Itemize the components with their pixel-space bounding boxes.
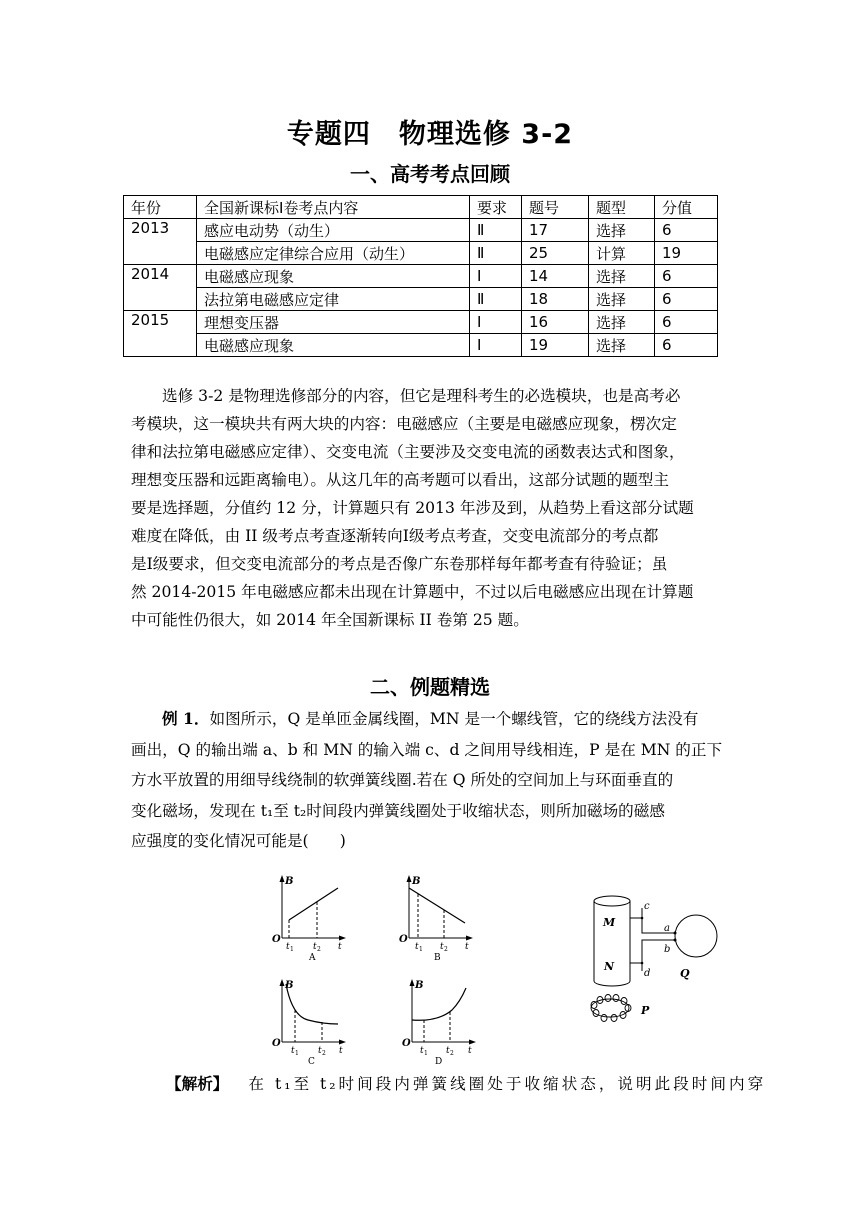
- svg-text:2: 2: [322, 1050, 326, 1057]
- svg-text:t: t: [291, 1046, 295, 1056]
- svg-text:d: d: [644, 968, 651, 979]
- svg-text:t: t: [339, 1046, 343, 1056]
- svg-text:2: 2: [450, 1050, 454, 1057]
- cell-score: 6: [655, 334, 718, 357]
- svg-text:1: 1: [295, 1050, 299, 1057]
- cell-content: 电磁感应现象: [197, 334, 470, 357]
- cell-number: 19: [522, 334, 589, 357]
- page-title: 专题四 物理选修 3-2: [286, 119, 574, 150]
- intro-line: 难度在降低，由 II 级考点考查逐渐转向Ⅰ级考点考查，交变电流部分的考点都: [131, 527, 659, 545]
- cell-number: 14: [522, 265, 589, 288]
- cell-content: 电磁感应定律综合应用（动生）: [197, 242, 470, 265]
- example-line: 变化磁场，发现在 t₁至 t₂时间段内弹簧线圈处于收缩状态，则所加磁场的磁感: [131, 801, 665, 820]
- cell-type: 选择: [589, 219, 655, 242]
- cell-number: 17: [522, 219, 589, 242]
- cell-score: 6: [655, 265, 718, 288]
- svg-text:b: b: [664, 944, 671, 955]
- svg-text:P: P: [641, 1004, 650, 1017]
- cell-type: 选择: [589, 288, 655, 311]
- cell-type: 选择: [589, 311, 655, 334]
- cell-level: Ⅰ: [470, 311, 522, 334]
- cell-content: 理想变压器: [197, 311, 470, 334]
- cell-content: 电磁感应现象: [197, 265, 470, 288]
- col-score: 分值: [655, 196, 718, 219]
- cell-year: 2015: [124, 311, 197, 357]
- table-row: [124, 311, 718, 334]
- svg-text:B: B: [285, 980, 294, 991]
- intro-line: 选修 3-2 是物理选修部分的内容，但它是理科考生的必选模块，也是高考必: [162, 387, 681, 405]
- cell-content: 法拉第电磁感应定律: [197, 288, 470, 311]
- svg-text:1: 1: [424, 1050, 428, 1057]
- cell-number: 18: [522, 288, 589, 311]
- svg-text:D: D: [435, 1057, 443, 1066]
- cell-score: 6: [655, 288, 718, 311]
- solution-tag: 【解析】: [166, 1075, 229, 1093]
- svg-text:O: O: [272, 934, 281, 945]
- cell-content: 感应电动势（动生）: [197, 219, 470, 242]
- intro-line: 然 2014-2015 年电磁感应都未出现在计算题中，不过以后电磁感应出现在计算题: [131, 583, 694, 601]
- svg-text:A: A: [309, 953, 316, 962]
- cell-level: Ⅰ: [470, 334, 522, 357]
- table-row: [124, 219, 718, 242]
- svg-text:t: t: [468, 1046, 472, 1056]
- table-row: [124, 334, 718, 357]
- svg-text:t: t: [420, 1046, 424, 1056]
- col-type: 题型: [589, 196, 655, 219]
- cell-level: Ⅰ: [470, 265, 522, 288]
- svg-text:1: 1: [419, 946, 423, 953]
- col-year: 年份: [124, 196, 197, 219]
- cell-number: 16: [522, 311, 589, 334]
- intro-line: 考模块，这一模块共有两大块的内容：电磁感应（主要是电磁感应现象，楞次定: [131, 415, 677, 433]
- svg-text:B: B: [412, 876, 421, 887]
- svg-text:t: t: [338, 942, 342, 952]
- intro-line: 是Ⅰ级要求，但交变电流部分的考点是否像广东卷那样每年都考查有待验证；虽: [131, 555, 668, 573]
- svg-text:t: t: [286, 942, 290, 952]
- svg-text:C: C: [308, 1057, 315, 1066]
- cell-score: 6: [655, 219, 718, 242]
- svg-text:c: c: [644, 901, 650, 912]
- cell-type: 选择: [589, 265, 655, 288]
- svg-text:B: B: [415, 980, 424, 991]
- svg-text:N: N: [604, 960, 615, 973]
- intro-line: 律和法拉第电磁感应定律）、交变电流（主要涉及交变电流的函数表达式和图象，: [131, 443, 685, 461]
- svg-text:t: t: [415, 942, 419, 952]
- svg-text:t: t: [465, 942, 469, 952]
- example-label: 例 1．: [162, 709, 210, 728]
- svg-text:B: B: [285, 876, 294, 887]
- svg-text:t: t: [440, 942, 444, 952]
- svg-text:Q: Q: [680, 967, 690, 980]
- table-row: [124, 242, 718, 265]
- intro-line: 要是选择题，分值约 12 分，计算题只有 2013 年涉及到，从趋势上看这部分试题: [131, 499, 694, 517]
- section-title-review: 一、高考考点回顾: [350, 162, 510, 186]
- svg-text:1: 1: [290, 946, 294, 953]
- svg-text:a: a: [664, 923, 670, 934]
- cell-number: 25: [522, 242, 589, 265]
- svg-text:t: t: [446, 1046, 450, 1056]
- col-number: 题号: [522, 196, 589, 219]
- example-line: 例 1．如图所示，Q 是单匝金属线圈，MN 是一个螺线管，它的绕线方法没有: [162, 709, 699, 728]
- graph-d: [398, 974, 488, 1066]
- svg-text:O: O: [402, 1038, 411, 1049]
- intro-line: 理想变压器和远距离输电）。从这几年的高考题可以看出，这部分试题的题型主: [131, 471, 669, 489]
- table-row: [124, 288, 718, 311]
- graph-b: [395, 870, 485, 962]
- exam-points-table: [123, 195, 718, 357]
- example-question: [131, 704, 731, 857]
- intro-line: 中可能性仍很大，如 2014 年全国新课标 II 卷第 25 题。: [131, 611, 529, 629]
- svg-text:2: 2: [317, 946, 321, 953]
- cell-year: 2014: [124, 265, 197, 311]
- graph-c: [268, 974, 358, 1066]
- cell-type: 计算: [589, 242, 655, 265]
- svg-text:O: O: [272, 1038, 281, 1049]
- cell-year: 2013: [124, 219, 197, 265]
- cell-type: 选择: [589, 334, 655, 357]
- table-header-row: [124, 196, 718, 219]
- solution-text: 在 t₁至 t₂时间段内弹簧线圈处于收缩状态，说明此段时间内穿: [248, 1075, 767, 1093]
- cell-level: Ⅱ: [470, 288, 522, 311]
- svg-text:t: t: [318, 1046, 322, 1056]
- svg-text:B: B: [434, 953, 441, 962]
- cell-score: 6: [655, 311, 718, 334]
- svg-text:2: 2: [444, 946, 448, 953]
- example-line: 画出，Q 的输出端 a、b 和 MN 的输入端 c、d 之间用导线相连，P 是在 MN 的正下: [131, 740, 723, 759]
- example-line: 方水平放置的用细导线绕制的软弹簧线圈.若在 Q 所处的空间加上与环面垂直的: [131, 771, 674, 789]
- solution-line: [166, 1072, 766, 1094]
- svg-text:O: O: [399, 934, 408, 945]
- apparatus-diagram: [580, 888, 730, 1038]
- cell-score: 19: [655, 242, 718, 265]
- col-level: 要求: [470, 196, 522, 219]
- col-content: 全国新课标Ⅰ卷考点内容: [197, 196, 470, 219]
- cell-level: Ⅱ: [470, 242, 522, 265]
- cell-level: Ⅱ: [470, 219, 522, 242]
- svg-text:M: M: [603, 916, 616, 929]
- graph-a: [268, 870, 358, 962]
- section-title-examples: 二、例题精选: [370, 675, 490, 699]
- example-line: 应强度的变化情况可能是( ): [131, 832, 346, 850]
- svg-text:t: t: [313, 942, 317, 952]
- intro-paragraph: [131, 382, 731, 634]
- table-row: [124, 265, 718, 288]
